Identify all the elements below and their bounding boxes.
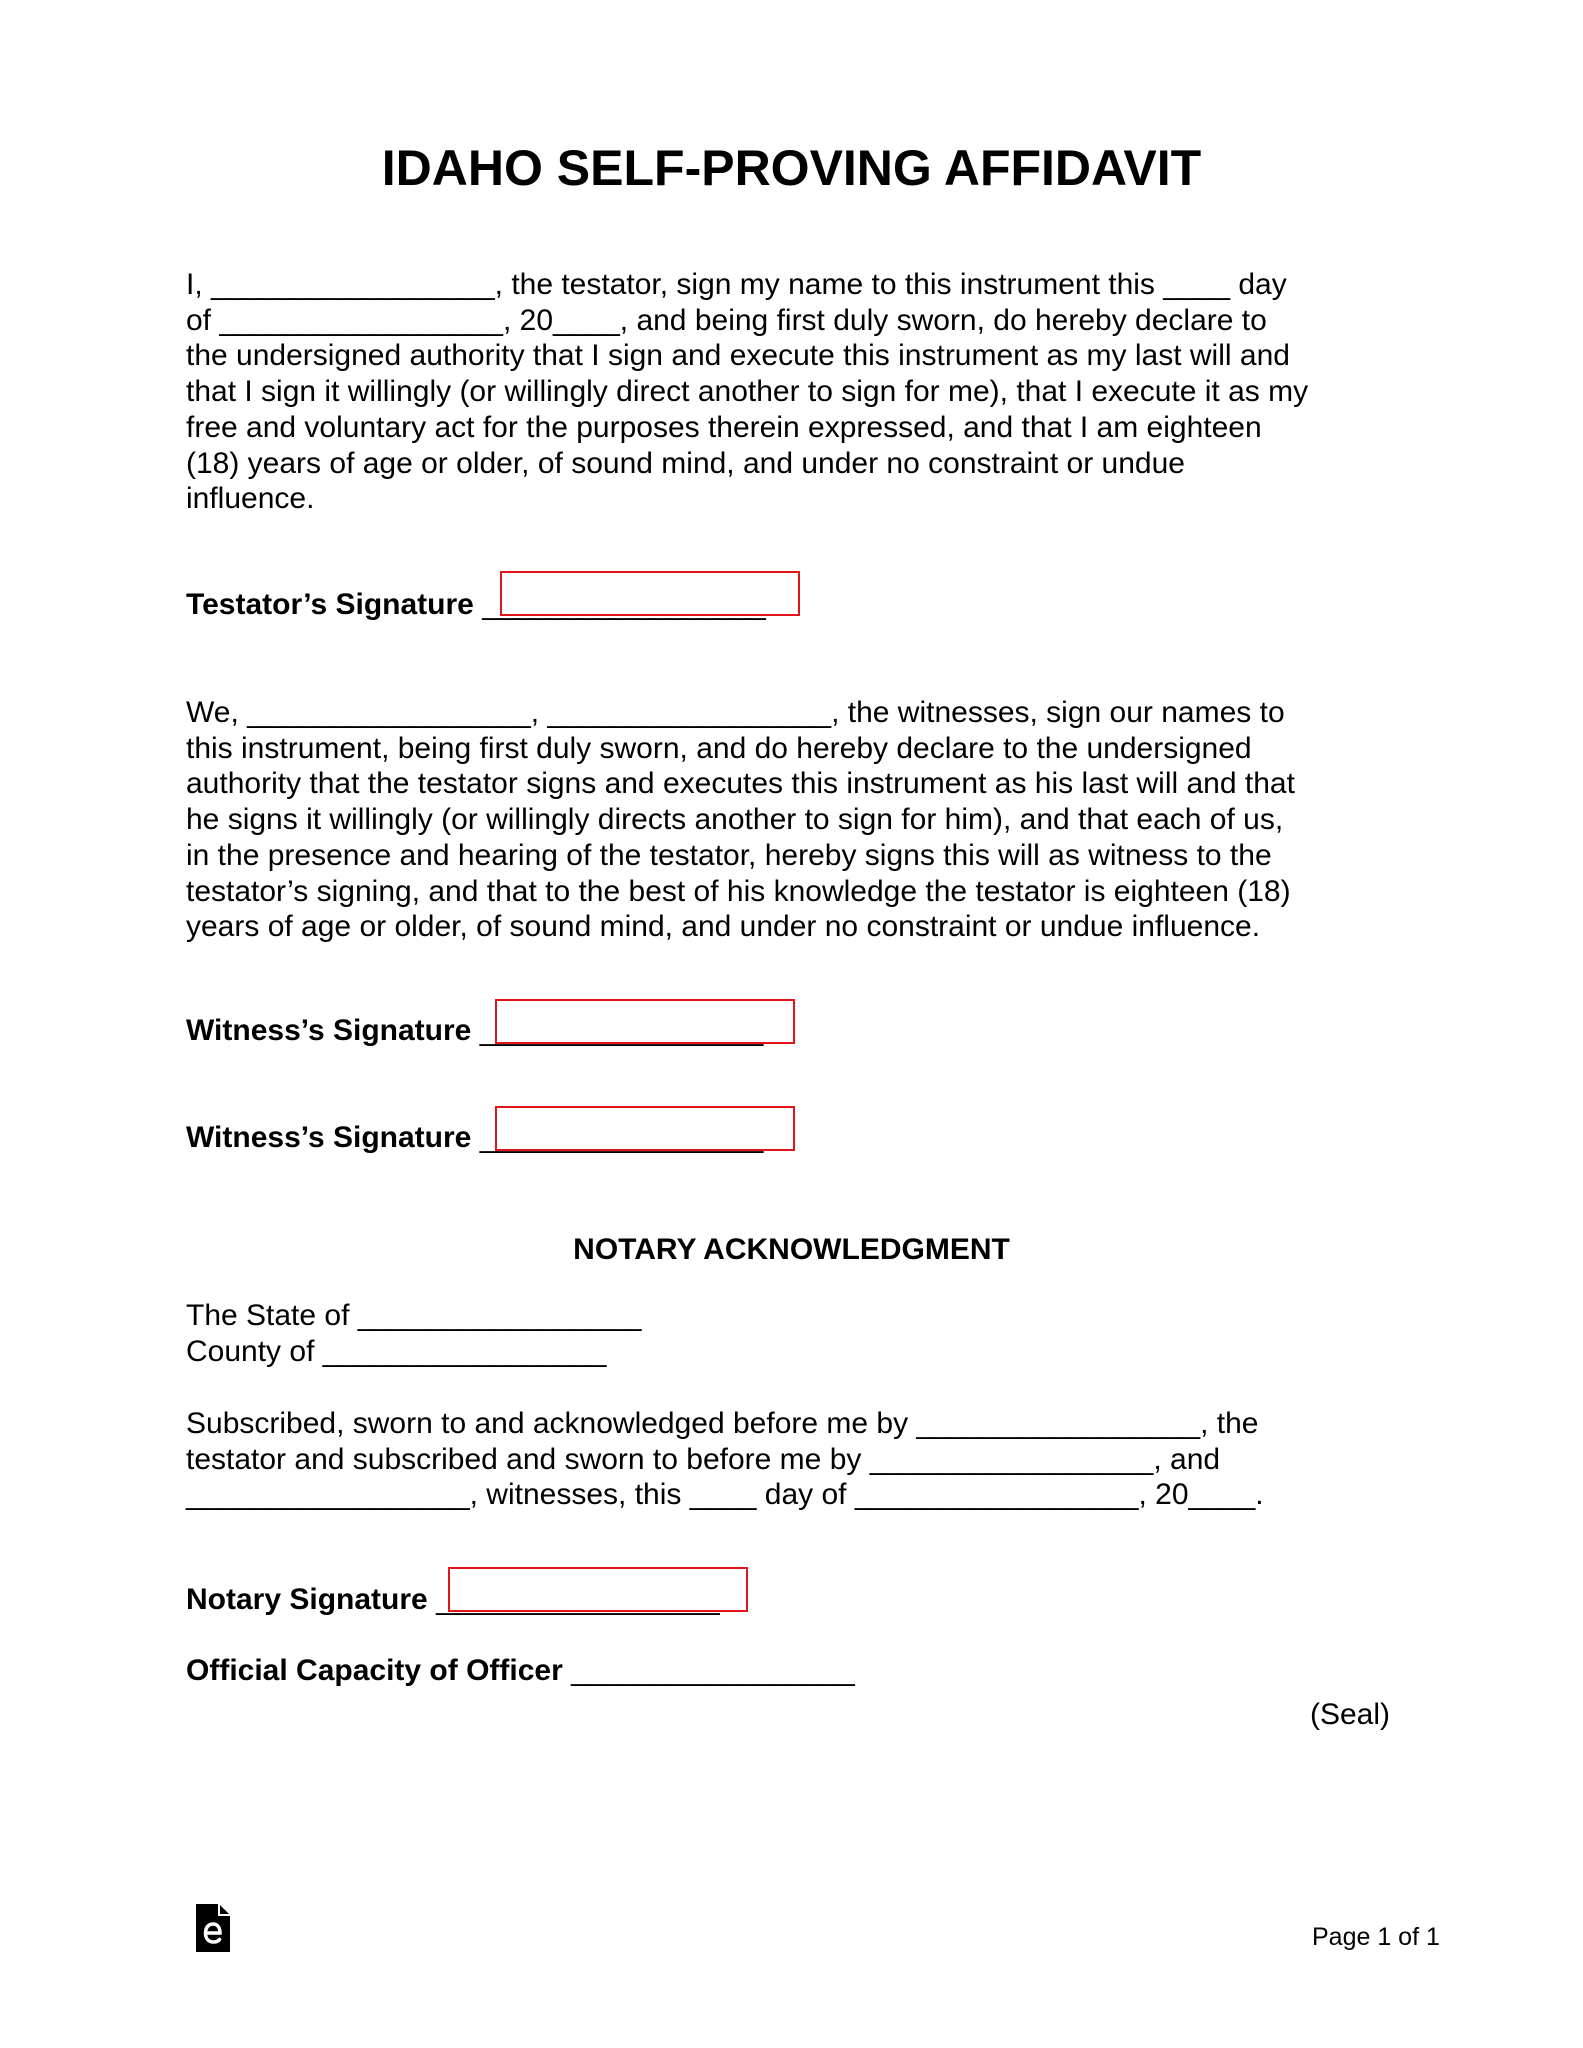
paragraph-line: free and voluntary act for the purposes therein expressed, and that I am eighteen: [186, 410, 1262, 444]
notary-acknowledgment-heading: NOTARY ACKNOWLEDGMENT: [573, 1233, 1010, 1266]
paragraph-line: years of age or older, of sound mind, and under no constraint or undue influence.: [186, 910, 1261, 944]
paragraph-line: authority that the testator signs and executes this instrument as his last will and that: [186, 767, 1295, 801]
witness-signature-field-1[interactable]: [495, 999, 795, 1044]
witness-signature-line: _________________: [479, 1121, 764, 1154]
paragraph-line: I, _________________, the testator, sign my name to this instrument this ____ day: [186, 268, 1287, 301]
testator-signature-line: _________________: [482, 588, 766, 621]
paragraph-line: this instrument, being first duly sworn, and do hereby declare to the undersigned: [186, 731, 1252, 765]
witness-signature-line: _________________: [479, 1014, 764, 1047]
venue-block: [186, 1298, 1416, 1369]
notary-signature-line: _________________: [436, 1583, 720, 1616]
paragraph-line: We, _________________, _________________, the witnesses, sign our names to: [186, 696, 1285, 729]
witness-declaration-paragraph: [186, 695, 1416, 945]
official-capacity-line: _________________: [571, 1654, 855, 1687]
paragraph-line: of _________________, 20____, and being first duly sworn, do hereby declare to: [186, 303, 1267, 337]
testator-declaration-paragraph: [186, 267, 1416, 517]
paragraph-line: testator and subscribed and sworn to before me by _________________, and: [186, 1442, 1221, 1476]
page-number: Page 1 of 1: [1312, 1923, 1440, 1951]
testator-signature-label: Testator’s Signature: [186, 588, 474, 621]
paragraph-line: that I sign it willingly (or willingly direct another to sign for me), that I execute it as my: [186, 375, 1309, 409]
witness-signature-label: Witness’s Signature: [186, 1014, 472, 1047]
eforms-logo-icon: [194, 1902, 232, 1954]
testator-signature-field[interactable]: [500, 571, 800, 616]
official-capacity-label: Official Capacity of Officer: [186, 1654, 563, 1687]
seal-placeholder: (Seal): [1310, 1698, 1391, 1731]
paragraph-line: _________________, witnesses, this ____ day of _________________, 20____.: [186, 1478, 1264, 1512]
paragraph-line: influence.: [186, 482, 315, 516]
official-capacity-row: [186, 1653, 855, 1689]
paragraph-line: in the presence and hearing of the testator, hereby signs this will as witness to the: [186, 838, 1272, 872]
notary-signature-field[interactable]: [448, 1567, 748, 1612]
paragraph-line: the undersigned authority that I sign and execute this instrument as my last will and: [186, 339, 1290, 373]
paragraph-line: testator’s signing, and that to the best of his knowledge the testator is eighteen (18): [186, 874, 1291, 908]
paragraph-line: Subscribed, sworn to and acknowledged before me by _________________, the: [186, 1407, 1259, 1440]
paragraph-line: he signs it willingly (or willingly directs another to sign for him), and that each of us,: [186, 803, 1284, 837]
document-title: IDAHO SELF-PROVING AFFIDAVIT: [381, 140, 1202, 196]
witness-signature-label: Witness’s Signature: [186, 1121, 472, 1154]
state-line: The State of _________________: [186, 1299, 642, 1332]
witness-signature-field-2[interactable]: [495, 1106, 795, 1151]
county-line: County of _________________: [186, 1334, 607, 1368]
notary-signature-label: Notary Signature: [186, 1583, 428, 1616]
paragraph-line: (18) years of age or older, of sound mind, and under no constraint or undue: [186, 446, 1185, 480]
notary-paragraph: [186, 1406, 1416, 1513]
